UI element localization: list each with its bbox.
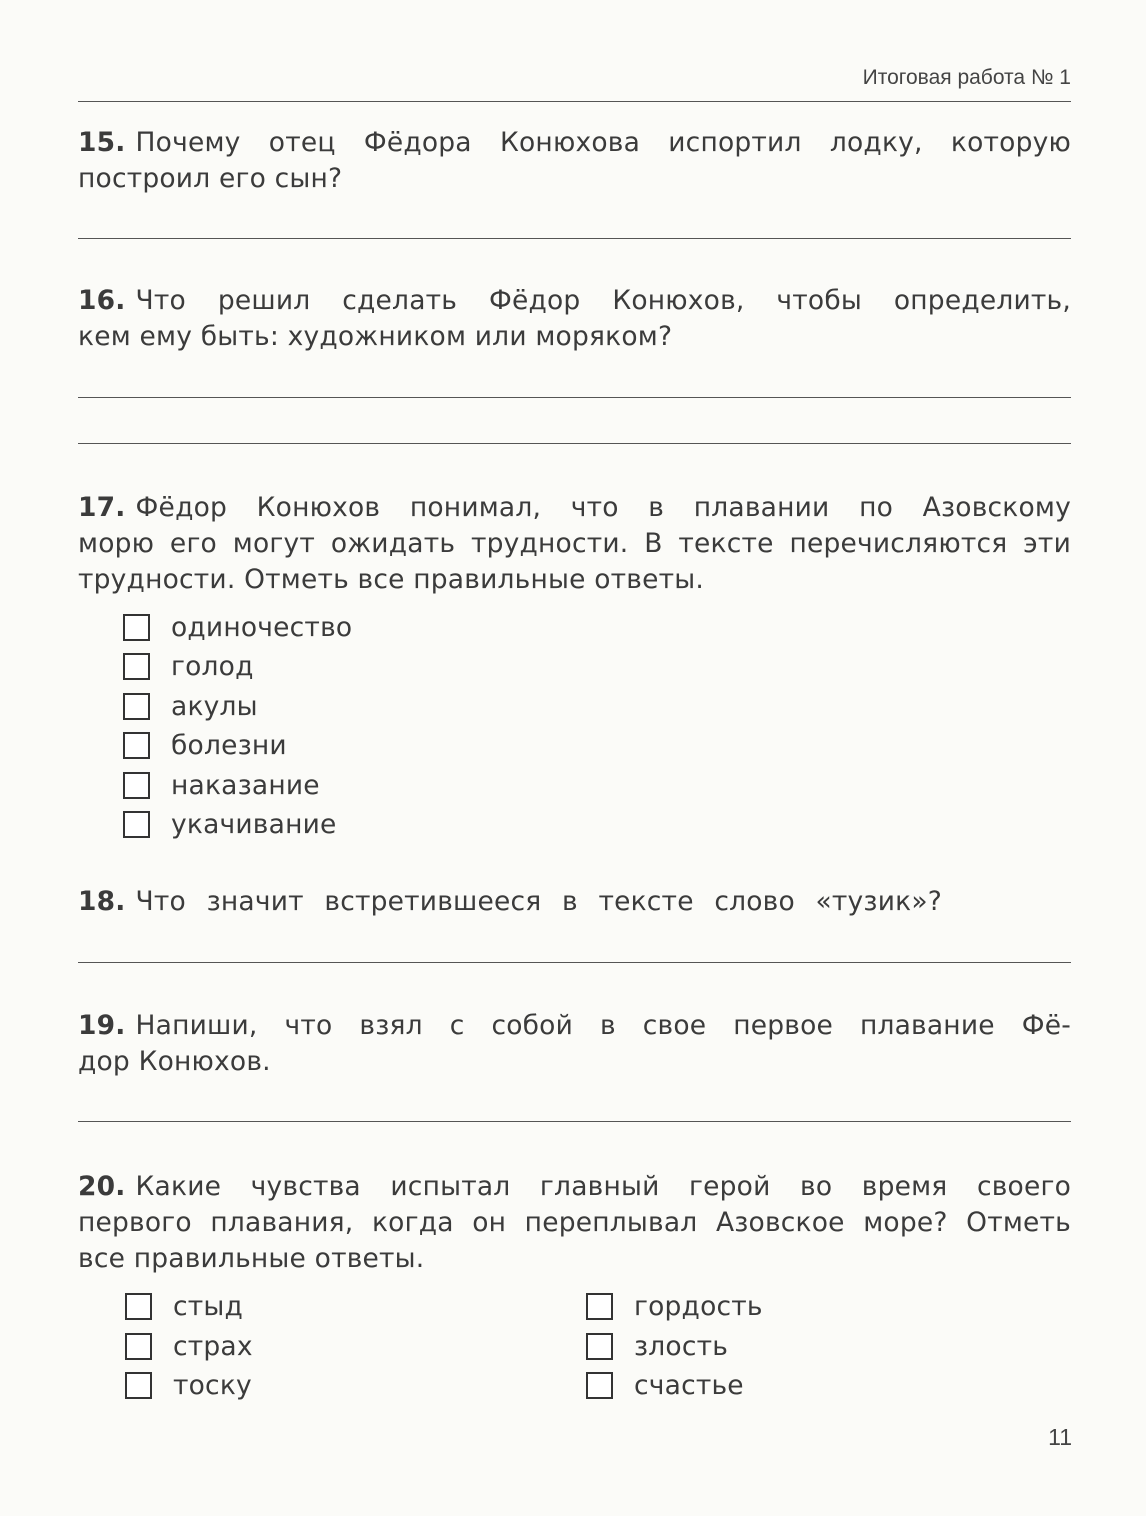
question-17 <box>78 490 1071 598</box>
option-pride[interactable] <box>586 1288 763 1324</box>
option-label: страх <box>173 1330 253 1362</box>
question-text-line: Какие чувства испытал главный герой во время своего <box>135 1171 1071 1202</box>
option-fear[interactable] <box>125 1328 253 1364</box>
option-label: злость <box>634 1330 729 1362</box>
option-label: укачивание <box>171 808 337 840</box>
option-illness[interactable] <box>123 727 287 763</box>
checkbox[interactable] <box>125 1333 152 1360</box>
option-happiness[interactable] <box>586 1367 744 1403</box>
answer-line[interactable] <box>78 962 1071 963</box>
question-text-line: Что значит встретившееся в тексте слово «тузик»? <box>135 886 943 917</box>
option-shame[interactable] <box>125 1288 243 1324</box>
question-text-line: морю его могут ожидать трудности. В тексте перечисляются эти <box>78 528 1071 559</box>
option-label: тоску <box>173 1369 252 1401</box>
page-number: 11 <box>1048 1424 1072 1450</box>
question-text-line: дор Конюхов. <box>78 1046 271 1077</box>
question-number: 17. <box>78 492 126 523</box>
checkbox[interactable] <box>586 1372 613 1399</box>
answer-line[interactable] <box>78 238 1071 239</box>
question-text-line: Напиши, что взял с собой в свое первое плавание Фё- <box>135 1010 1071 1041</box>
question-text-line: все правильные ответы. <box>78 1243 425 1274</box>
option-label: наказание <box>171 769 320 801</box>
question-18 <box>78 884 1071 920</box>
question-number: 15. <box>78 127 126 158</box>
question-text-line: Почему отец Фёдора Конюхова испортил лодку, которую <box>135 127 1071 158</box>
question-text-line: кем ему быть: художником или моряком? <box>78 321 673 352</box>
checkbox[interactable] <box>123 811 150 838</box>
checkbox[interactable] <box>586 1333 613 1360</box>
option-label: одиночество <box>171 611 353 643</box>
option-sharks[interactable] <box>123 688 258 724</box>
answer-line[interactable] <box>78 443 1071 444</box>
question-15 <box>78 125 1071 197</box>
question-16 <box>78 283 1071 355</box>
option-label: стыд <box>173 1290 244 1322</box>
option-label: болезни <box>171 729 287 761</box>
question-number: 19. <box>78 1010 126 1041</box>
question-number: 20. <box>78 1171 126 1202</box>
option-punishment[interactable] <box>123 767 320 803</box>
checkbox[interactable] <box>123 732 150 759</box>
question-number: 18. <box>78 886 126 917</box>
question-20 <box>78 1169 1071 1277</box>
answer-line[interactable] <box>78 1121 1071 1122</box>
option-hunger[interactable] <box>123 648 254 684</box>
option-loneliness[interactable] <box>123 609 352 645</box>
checkbox[interactable] <box>123 653 150 680</box>
checkbox[interactable] <box>586 1293 613 1320</box>
checkbox[interactable] <box>125 1293 152 1320</box>
checkbox[interactable] <box>123 772 150 799</box>
option-longing[interactable] <box>125 1367 252 1403</box>
option-label: счастье <box>634 1369 744 1401</box>
page-header-title: Итоговая работа № 1 <box>862 66 1071 89</box>
checkbox[interactable] <box>123 693 150 720</box>
question-text-line: трудности. Отметь все правильные ответы. <box>78 564 704 595</box>
question-text-line: первого плавания, когда он переплывал Азовское море? Отметь <box>78 1207 1071 1238</box>
option-anger[interactable] <box>586 1328 728 1364</box>
option-label: гордость <box>634 1290 763 1322</box>
checkbox[interactable] <box>125 1372 152 1399</box>
option-label: акулы <box>171 690 258 722</box>
question-number: 16. <box>78 285 126 316</box>
question-text-line: построил его сын? <box>78 163 343 194</box>
option-seasickness[interactable] <box>123 806 337 842</box>
answer-line[interactable] <box>78 397 1071 398</box>
question-19 <box>78 1008 1071 1080</box>
checkbox[interactable] <box>123 614 150 641</box>
option-label: голод <box>171 650 254 682</box>
header-divider <box>78 101 1071 102</box>
question-text-line: Что решил сделать Фёдор Конюхов, чтобы определить, <box>135 285 1071 316</box>
question-text-line: Фёдор Конюхов понимал, что в плавании по Азовскому <box>135 492 1071 523</box>
